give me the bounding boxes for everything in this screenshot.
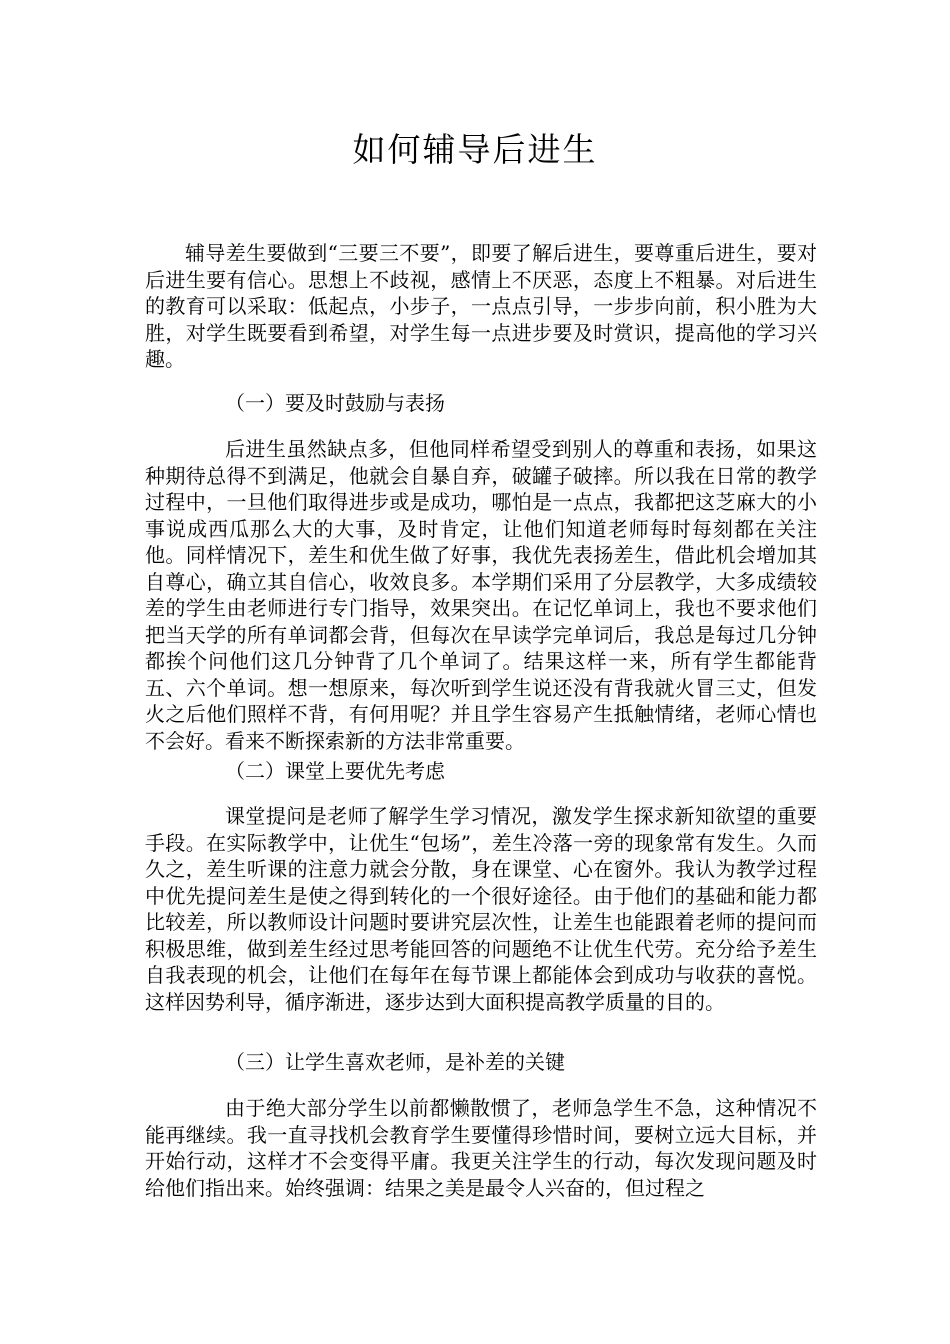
- section-1-heading: （一）要及时鼓励与表扬: [225, 391, 445, 415]
- section-1-body: 后进生虽然缺点多，但他同样希望受到别人的尊重和表扬，如果这种期待总得不到满足，他就会自暴自弃，破罐子破摔。所以我在日常的教学过程中，一旦他们取得进步或是成功，哪怕是一点点，我都把这芝麻大的小事说成西瓜那么大的大事，及时肯定，让他们知道老师每时每刻都在关注他。同样情况下，差生和优生做了好事，我优先表扬差生，借此机会增加其自尊心，确立其自信心，收效良多。本学期们采用了分层教学，大多成绩较差的学生由老师进行专门指导，效果突出。在记忆单词上，我也不要求他们把当天学的所有单词都会背，但每次在早读学完单词后，我总是每过几分钟都挨个问他们这几分钟背了几个单词了。结果这样一来，所有学生都能背五、六个单词。想一想原来，每次听到学生说还没有背我就火冒三丈，但发火之后他们照样不背，有何用呢？并且学生容易产生抵触情绪，老师心情也不会好。看来不断探索新的方法非常重要。: [145, 437, 817, 753]
- section-2-heading: （二）课堂上要优先考虑: [225, 759, 445, 783]
- intro-paragraph: 辅导差生要做到“三要三不要”，即要了解后进生，要尊重后进生，要对后进生要有信心。思想上不歧视，感情上不厌恶，态度上不粗暴。对后进生的教育可以采取：低起点，小步子，一点点引导，一步步向前，积小胜为大胜，对学生既要看到希望，对学生每一点进步要及时赏识，提高他的学习兴趣。: [145, 241, 817, 371]
- section-3-body: 由于绝大部分学生以前都懒散惯了，老师急学生不急，这种情况不能再继续。我一直寻找机会教育学生要懂得珍惜时间，要树立远大目标，并开始行动，这样才不会变得平庸。我更关注学生的行动，每次发现问题及时给他们指出来。始终强调：结果之美是最令人兴奋的，但过程之: [145, 1096, 817, 1200]
- document-title: 如何辅导后进生: [352, 130, 598, 169]
- section-3-heading: （三）让学生喜欢老师，是补差的关键: [225, 1050, 565, 1074]
- section-2-body: 课堂提问是老师了解学生学习情况，激发学生探求新知欲望的重要手段。在实际教学中，让优生“包场”，差生冷落一旁的现象常有发生。久而久之，差生听课的注意力就会分散，身在课堂、心在窗外。我认为教学过程中优先提问差生是使之得到转化的一个很好途径。由于他们的基础和能力都比较差，所以教师设计问题时要讲究层次性，让差生也能跟着老师的提问而积极思维，做到差生经过思考能回答的问题绝不让优生代劳。充分给予差生自我表现的机会，让他们在每年在每节课上都能体会到成功与收获的喜悦。这样因势利导，循序渐进，逐步达到大面积提高教学质量的目的。: [145, 804, 817, 1014]
